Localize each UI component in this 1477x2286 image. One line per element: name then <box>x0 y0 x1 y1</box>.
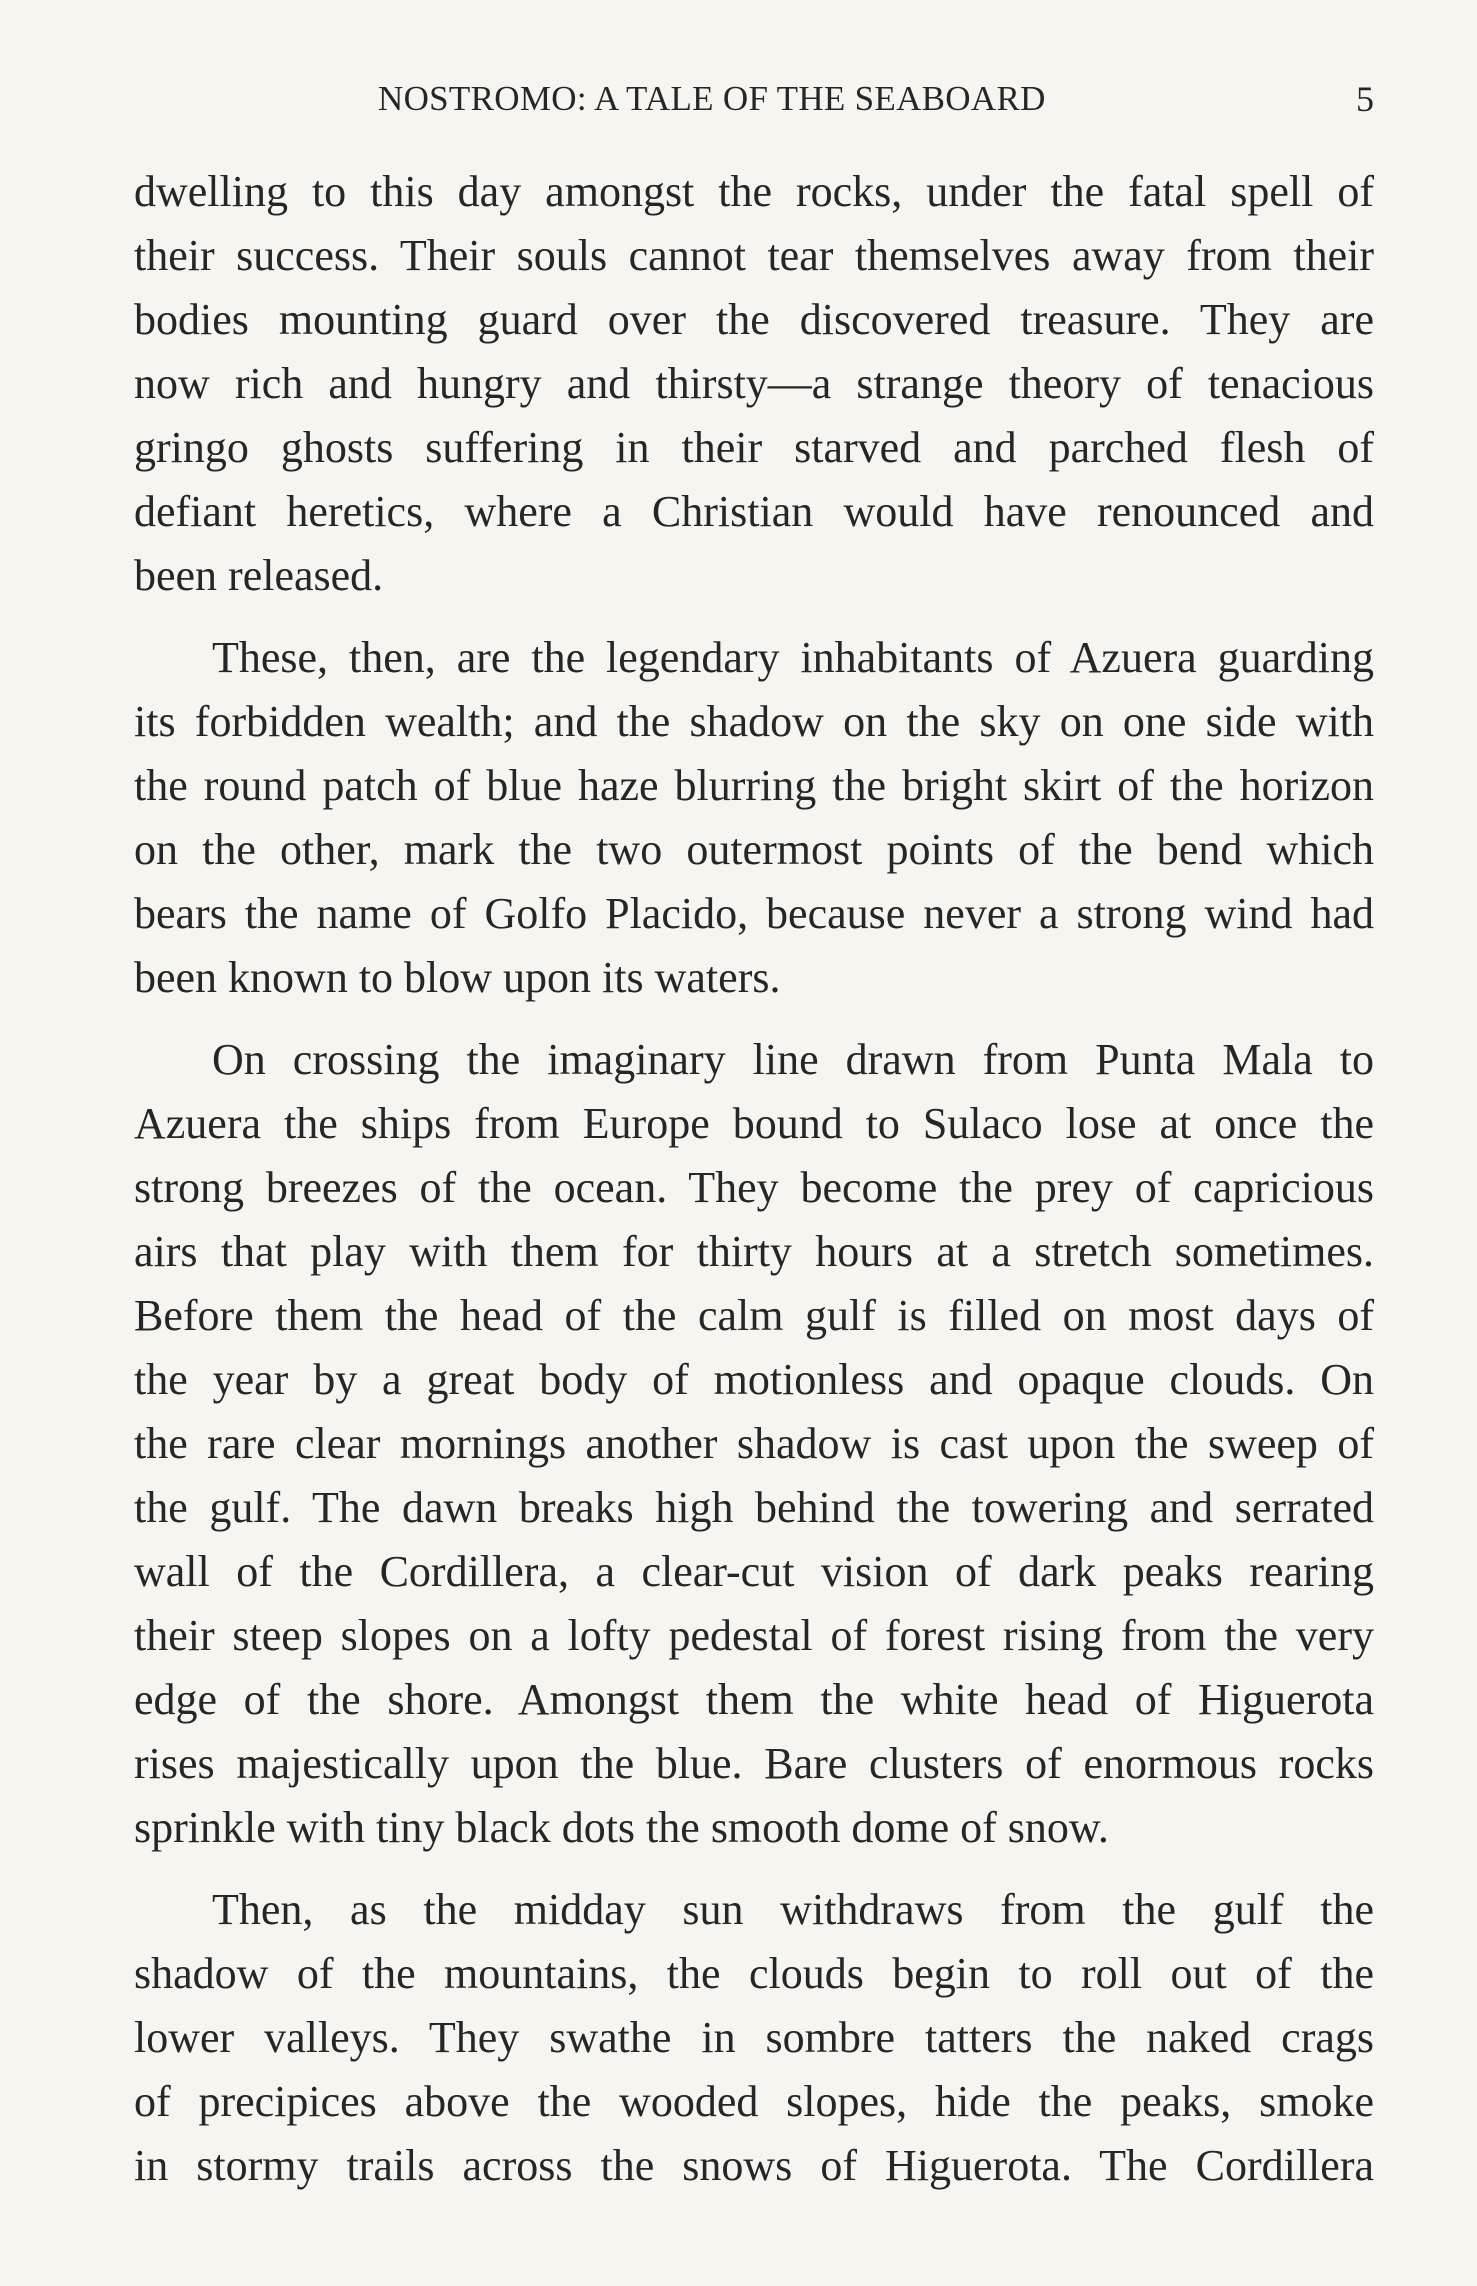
paragraph <box>134 626 1374 1010</box>
paragraph <box>134 1878 1374 2198</box>
text-line: strong breezes of the ocean. They become the prey of capricious <box>134 1163 1374 1212</box>
text-line: gringo ghosts suffering in their starved and parched flesh of <box>134 423 1374 472</box>
running-title: NOSTROMO: A TALE OF THE SEABOARD <box>378 79 1046 118</box>
text-line: These, then, are the legendary inhabitants of Azuera guarding <box>212 633 1374 682</box>
text-line: Before them the head of the calm gulf is filled on most days of <box>134 1291 1374 1340</box>
text-line: the rare clear mornings another shadow is cast upon the sweep of <box>134 1419 1374 1468</box>
text-line: Then, as the midday sun withdraws from the gulf the <box>212 1885 1374 1934</box>
text-line: rises majestically upon the blue. Bare clusters of enormous rocks <box>134 1739 1374 1788</box>
text-line: sprinkle with tiny black dots the smooth dome of snow. <box>134 1803 1109 1852</box>
text-line: their success. Their souls cannot tear themselves away from their <box>134 231 1374 280</box>
text-line: their steep slopes on a lofty pedestal of forest rising from the very <box>134 1611 1374 1660</box>
text-line: the gulf. The dawn breaks high behind the towering and serrated <box>134 1483 1374 1532</box>
text-line: been released. <box>134 551 384 600</box>
text-line: lower valleys. They swathe in sombre tatters the naked crags <box>134 2013 1374 2062</box>
text-line: on the other, mark the two outermost points of the bend which <box>134 825 1374 874</box>
paragraph-gap <box>134 1010 1374 1028</box>
text-line: been known to blow upon its waters. <box>134 953 781 1002</box>
text-line: its forbidden wealth; and the shadow on the sky on one side with <box>134 697 1374 746</box>
text-line: defiant heretics, where a Christian would have renounced and <box>134 487 1374 536</box>
text-line: in stormy trails across the snows of Higuerota. The Cordillera <box>134 2141 1374 2190</box>
paragraph-gap <box>134 608 1374 626</box>
text-line: dwelling to this day amongst the rocks, under the fatal spell of <box>134 167 1374 216</box>
paragraph <box>134 160 1374 608</box>
text-line: airs that play with them for thirty hours at a stretch sometimes. <box>134 1227 1374 1276</box>
text-line: the round patch of blue haze blurring the bright skirt of the horizon <box>134 761 1374 810</box>
text-line: bodies mounting guard over the discovered treasure. They are <box>134 295 1374 344</box>
text-line: shadow of the mountains, the clouds begin to roll out of the <box>134 1949 1374 1998</box>
paragraph-gap <box>134 1860 1374 1878</box>
text-line: edge of the shore. Amongst them the white head of Higuerota <box>134 1675 1374 1724</box>
text-line: wall of the Cordillera, a clear-cut vision of dark peaks rearing <box>134 1547 1374 1596</box>
page-number: 5 <box>1356 79 1374 119</box>
text-line: Azuera the ships from Europe bound to Sulaco lose at once the <box>134 1099 1374 1148</box>
text-line: now rich and hungry and thirsty—a strange theory of tenacious <box>134 359 1374 408</box>
running-header <box>134 74 1374 124</box>
text-line: bears the name of Golfo Placido, because never a strong wind had <box>134 889 1374 938</box>
text-line: the year by a great body of motionless and opaque clouds. On <box>134 1355 1374 1404</box>
text-line: On crossing the imaginary line drawn from Punta Mala to <box>212 1035 1374 1084</box>
body-text <box>134 160 1374 2240</box>
text-line: of precipices above the wooded slopes, hide the peaks, smoke <box>134 2077 1374 2126</box>
paragraph <box>134 1028 1374 1860</box>
